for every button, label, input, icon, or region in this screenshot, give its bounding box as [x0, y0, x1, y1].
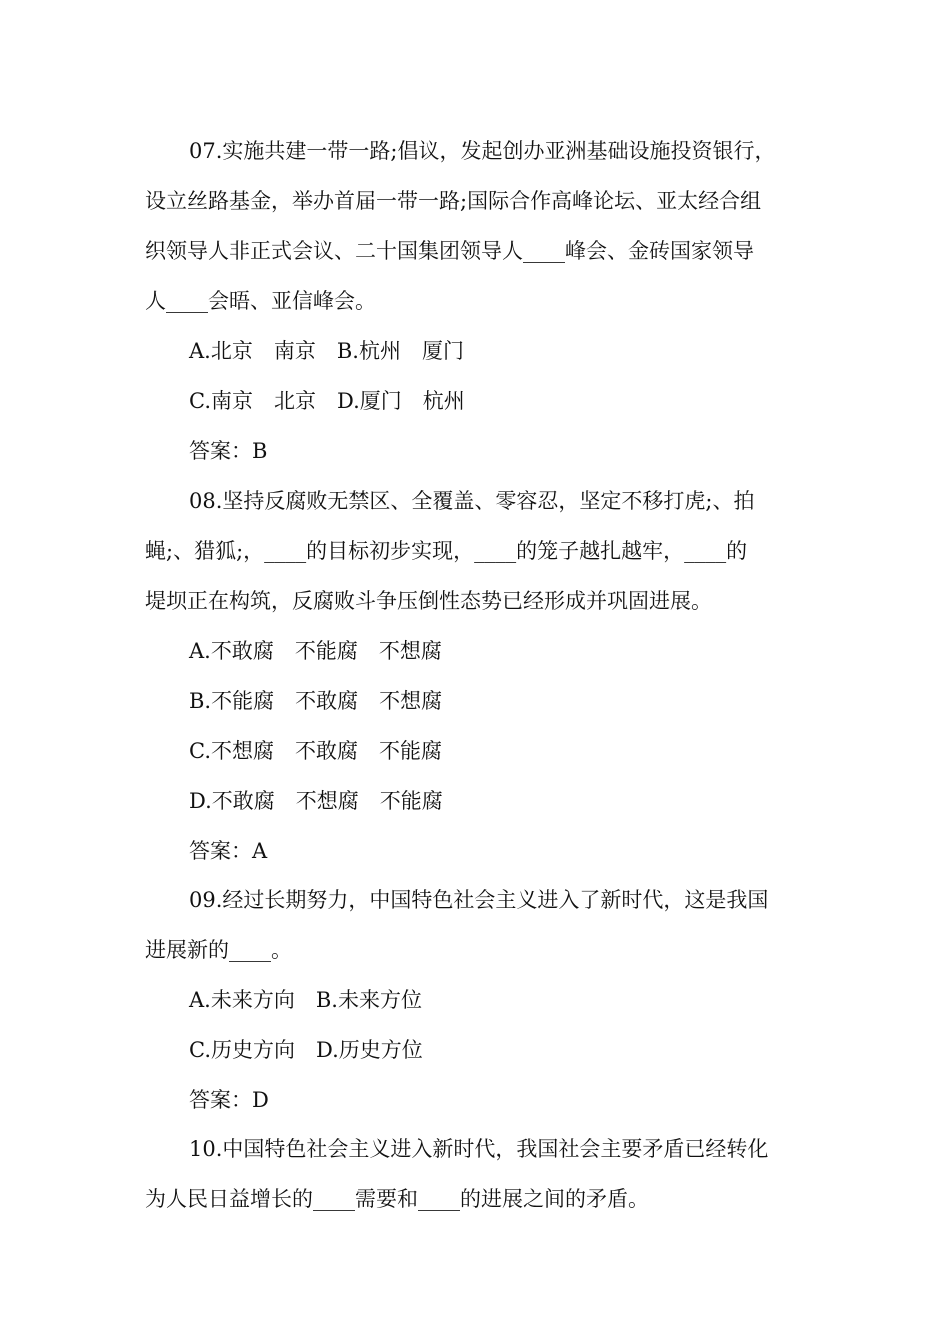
q09-options-line-1: A.未来方向 B.未来方位 — [189, 988, 422, 1012]
q09-stem-line-1: 09.经过长期努力，中国特色社会主义进入了新时代，这是我国 — [189, 888, 769, 912]
q08-option-c: C.不想腐 不敢腐 不能腐 — [189, 739, 442, 763]
q07-stem-line-4: 人____会晤、亚信峰会。 — [145, 289, 376, 313]
q08-stem-line-3: 堤坝正在构筑，反腐败斗争压倒性态势已经形成并巩固进展。 — [145, 589, 712, 613]
q08-option-d: D.不敢腐 不想腐 不能腐 — [189, 789, 443, 813]
q08-stem-line-2: 蝇;、猎狐;，____的目标初步实现，____的笼子越扎越牢，____的 — [145, 539, 748, 563]
q07-stem-line-1: 07.实施共建一带一路;倡议，发起创办亚洲基础设施投资银行， — [189, 139, 776, 163]
q09-answer: 答案：D — [189, 1088, 269, 1112]
q07-options-line-1: A.北京 南京 B.杭州 厦门 — [189, 339, 464, 363]
q07-stem-line-3: 织领导人非正式会议、二十国集团领导人____峰会、金砖国家领导 — [145, 239, 754, 263]
q07-stem-line-2: 设立丝路基金，举办首届一带一路;国际合作高峰论坛、亚太经合组 — [145, 189, 762, 213]
q08-answer: 答案：A — [189, 839, 268, 863]
q09-options-line-2: C.历史方向 D.历史方位 — [189, 1038, 423, 1062]
q08-option-b: B.不能腐 不敢腐 不想腐 — [189, 689, 443, 713]
q10-stem-line-1: 10.中国特色社会主义进入新时代，我国社会主要矛盾已经转化 — [189, 1137, 769, 1161]
q08-option-a: A.不敢腐 不能腐 不想腐 — [189, 639, 442, 663]
q08-stem-line-1: 08.坚持反腐败无禁区、全覆盖、零容忍，坚定不移打虎;、拍 — [189, 489, 755, 513]
q10-stem-line-2: 为人民日益增长的____需要和____的进展之间的矛盾。 — [145, 1187, 649, 1211]
q09-stem-line-2: 进展新的____。 — [145, 938, 292, 962]
q07-answer: 答案：B — [189, 439, 268, 463]
q07-options-line-2: C.南京 北京 D.厦门 杭州 — [189, 389, 465, 413]
